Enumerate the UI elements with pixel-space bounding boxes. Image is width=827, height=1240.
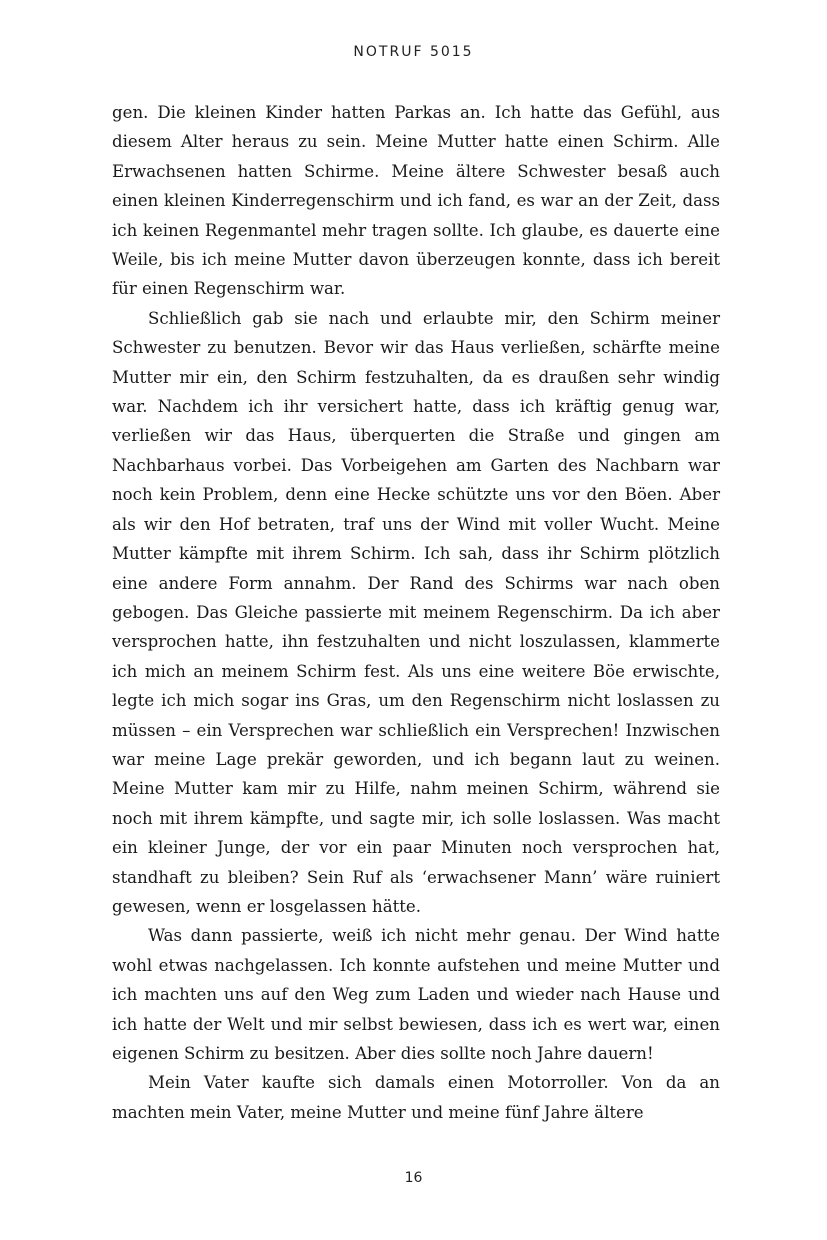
paragraph-aftermath: Was dann passierte, weiß ich nicht mehr genau. Der Wind hatte wohl etwas nachgelassen. Ich konnte aufstehen und meine Mutter und ich machten uns auf den Weg zum Laden und wieder nach Hause und ich hatte der Welt und mir selbst bewiesen, dass ich es wert war, einen eigenen Schirm zu besitzen. Aber dies sollte noch Jahre dauern!: [112, 926, 720, 1063]
paragraph-continued: gen. Die kleinen Kinder hatten Parkas an. Ich hatte das Gefühl, aus diesem Alter heraus zu sein. Meine Mutter hatte einen Schirm. Alle Erwachsenen hatten Schirme. Meine ältere Schwester besaß auch einen kleinen Kinderregenschirm und ich fand, es war an der Zeit, dass ich keinen Regenmantel mehr tragen sollte. Ich glaube, es dauerte eine Weile, bis ich meine Mutter davon überzeugen konnte, dass ich bereit für einen Regenschirm war.: [112, 103, 720, 299]
running-title: NOTRUF 5015: [353, 44, 474, 60]
paragraph-umbrella-storm: Schließlich gab sie nach und erlaubte mir, den Schirm meiner Schwester zu benutzen. Bevor wir das Haus verließen, schärfte meine Mutter mir ein, den Schirm festzuhalten, da es draußen sehr windig war. Nachdem ich ihr versichert hatte, dass ich kräftig genug war, verließen wir das Haus, überquerten die Straße und gingen am Nachbarhaus vorbei. Das Vorbeigehen am Garten des Nachbarn war noch kein Problem, denn eine Hecke schützte uns vor den Böen. Aber als wir den Hof betraten, traf uns der Wind mit voller Wucht. Meine Mutter kämpfte mit ihrem Schirm. Ich sah, dass ihr Schirm plötzlich eine andere Form annahm. Der Rand des Schirms war nach oben gebogen. Das Gleiche passierte mit meinem Regenschirm. Da ich aber versprochen hatte, ihn festzuhalten und nicht loszulassen, klammerte ich mich an meinem Schirm fest. Als uns eine weitere Böe erwischte, legte ich mich sogar ins Gras, um den Regenschirm nicht loslassen zu müssen – ein Versprechen war schließlich ein Versprechen! Inzwischen war meine Lage prekär geworden, und ich begann laut zu weinen. Meine Mutter kam mir zu Hilfe, nahm meinen Schirm, während sie noch mit ihrem kämpfte, und sagte mir, ich solle loslassen. Was macht ein kleiner Junge, der vor ein paar Minuten noch versprochen hat, standhaft zu bleiben? Sein Ruf als ‘erwachsener Mann’ wäre ruiniert gewesen, wenn er losgelassen hätte.: [112, 308, 720, 916]
page-number: 16: [404, 1170, 423, 1186]
body-text: [112, 98, 720, 1127]
paragraph-motor-scooter: Mein Vater kaufte sich damals einen Motorroller. Von da an machten mein Vater, meine Mutter und meine fünf Jahre ältere: [112, 1073, 720, 1122]
